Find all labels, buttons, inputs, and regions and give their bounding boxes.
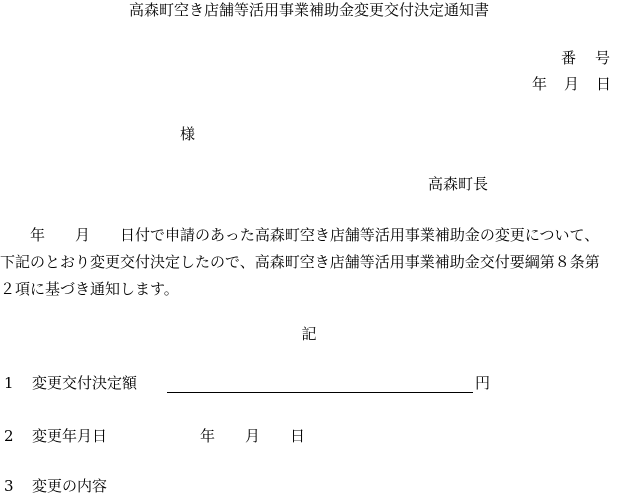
reference-number-field: 番 号 [560,49,612,67]
item-label-amount: 変更交付決定額 [32,374,138,392]
change-date-field: 年 月 日 [200,427,306,445]
document-title: 高森町空き店舗等活用事業補助金変更交付決定通知書 [128,1,489,19]
item-number: 1 [4,374,14,392]
item-number: 2 [4,427,14,445]
ki-heading: 記 [301,325,317,343]
item-number: 3 [4,477,14,495]
issuer-name: 高森町長 [428,175,489,193]
amount-unit: 円 [475,374,491,392]
item-label-change-content: 変更の内容 [32,477,108,495]
body-text-line: 年 月 日付で申請のあった高森町空き店舗等活用事業補助金の変更について、 [0,226,600,244]
recipient-honorific: 様 [180,125,196,143]
item-label-change-date: 変更年月日 [32,427,108,445]
body-text-line: ２項に基づき通知します。 [0,280,179,298]
body-text-line: 下記のとおり変更交付決定したので、高森町空き店舗等活用事業補助金交付要綱第８条第 [0,253,600,271]
issue-date-field: 年 月 日 [531,75,612,93]
amount-blank-line [167,392,473,393]
